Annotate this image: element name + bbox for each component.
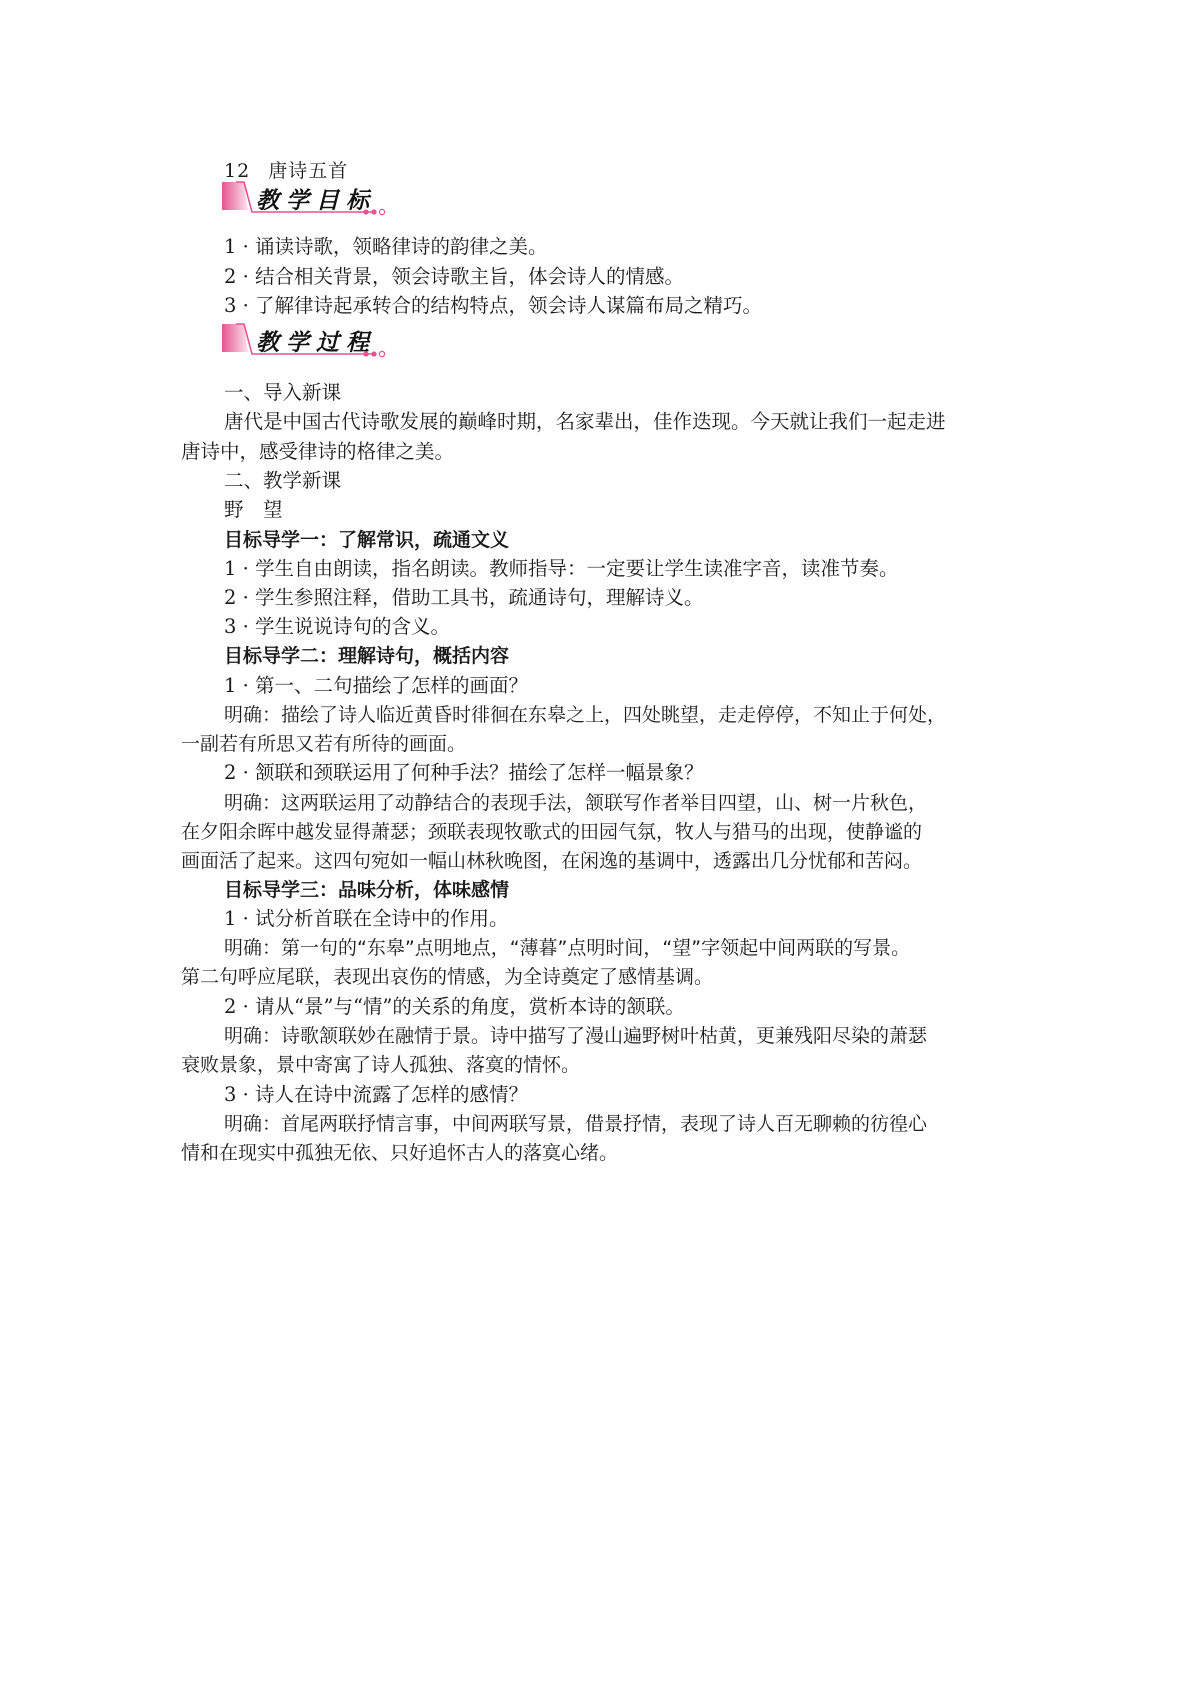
intro-paragraph: 唐诗中，感受律诗的格律之美。 xyxy=(181,440,455,463)
lesson-number: 12 xyxy=(224,160,251,182)
answer-text: 第一句的“东皋”点明地点，“薄暮”点明时间，“望”字领起中间两联的写景。 xyxy=(281,937,911,959)
answer-lead: 明确： xyxy=(224,1113,282,1135)
answer-text: 描绘了诗人临近黄昏时徘徊在东皋之上，四处眺望，走走停停，不知止于何处， xyxy=(281,704,947,726)
goals-banner-label: 教学目标 xyxy=(256,187,376,214)
answer-text: 诗歌颔联妙在融情于景。诗中描写了漫山遍野树叶枯黄，更兼残阳尽染的萧瑟 xyxy=(281,1025,928,1047)
answer-lead: 明确： xyxy=(224,792,282,814)
list-item: 1 · 学生自由朗读，指名朗读。教师指导：一定要让学生读准字音，读准节奏。 xyxy=(224,557,899,580)
intro-paragraph: 唐代是中国古代诗歌发展的巅峰时期，名家辈出，佳作迭现。今天就让我们一起走进 xyxy=(224,410,946,433)
goal-guide-3-heading: 目标导学三：品味分析，体味感情 xyxy=(224,879,510,901)
answer-text: 情和在现实中孤独无依、只好追怀古人的落寞心绪。 xyxy=(181,1142,619,1164)
answer xyxy=(224,1109,1024,1139)
answer-text: 第二句呼应尾联，表现出哀伤的情感，为全诗奠定了感情基调。 xyxy=(181,966,714,988)
goal-item: 1 · 诵读诗歌，领略律诗的韵律之美。 xyxy=(224,235,548,258)
question: 2 · 颔联和颈联运用了何种手法？描绘了怎样一幅景象？ xyxy=(224,761,704,784)
goals-banner xyxy=(222,180,392,220)
question: 1 · 试分析首联在全诗中的作用。 xyxy=(224,907,509,930)
list-item: 2 · 学生参照注释，借助工具书，疏通诗句，理解诗义。 xyxy=(224,586,704,609)
goal-item: 2 · 结合相关背景，领会诗歌主旨，体会诗人的情感。 xyxy=(224,265,685,288)
answer xyxy=(224,700,1024,730)
answer-text: 首尾两联抒情言事，中间两联写景，借景抒情，表现了诗人百无聊赖的彷徨心 xyxy=(281,1113,928,1135)
poem-title: 野 望 xyxy=(224,498,283,521)
process-banner xyxy=(222,322,392,362)
lesson-name: 唐诗五首 xyxy=(268,160,349,182)
newlesson-heading: 二、教学新课 xyxy=(224,469,342,492)
goal-item: 3 · 了解律诗起承转合的结构特点，领会诗人谋篇布局之精巧。 xyxy=(224,294,763,317)
goal-guide-1-heading: 目标导学一：了解常识，疏通文义 xyxy=(224,529,510,551)
intro-heading: 一、导入新课 xyxy=(224,381,342,404)
answer-text: 衰败景象，景中寄寓了诗人孤独、落寞的情怀。 xyxy=(181,1054,581,1076)
question: 3 · 诗人在诗中流露了怎样的感情？ xyxy=(224,1083,529,1106)
answer-text: 这两联运用了动静结合的表现手法，颔联写作者举目四望，山、树一片秋色， xyxy=(281,792,928,814)
list-item: 3 · 学生说说诗句的含义。 xyxy=(224,615,451,638)
answer xyxy=(224,1021,1024,1051)
question: 2 · 请从“景”与“情”的关系的角度，赏析本诗的颔联。 xyxy=(224,995,685,1018)
answer-text: 画面活了起来。这四句宛如一幅山林秋晚图，在闲逸的基调中，透露出几分忧郁和苦闷。 xyxy=(181,850,923,872)
answer-text: 一副若有所思又若有所待的画面。 xyxy=(181,733,467,755)
process-banner-label: 教学过程 xyxy=(256,329,376,356)
answer xyxy=(224,933,1024,963)
answer-lead: 明确： xyxy=(224,937,282,959)
answer-lead: 明确： xyxy=(224,1025,282,1047)
answer-text: 在夕阳余晖中越发显得萧瑟；颈联表现牧歌式的田园气氛，牧人与猎马的出现，使静谧的 xyxy=(181,821,923,843)
answer xyxy=(224,788,1024,818)
question: 1 · 第一、二句描绘了怎样的画面？ xyxy=(224,674,529,697)
answer-lead: 明确： xyxy=(224,704,282,726)
goal-guide-2-heading: 目标导学二：理解诗句，概括内容 xyxy=(224,645,510,667)
